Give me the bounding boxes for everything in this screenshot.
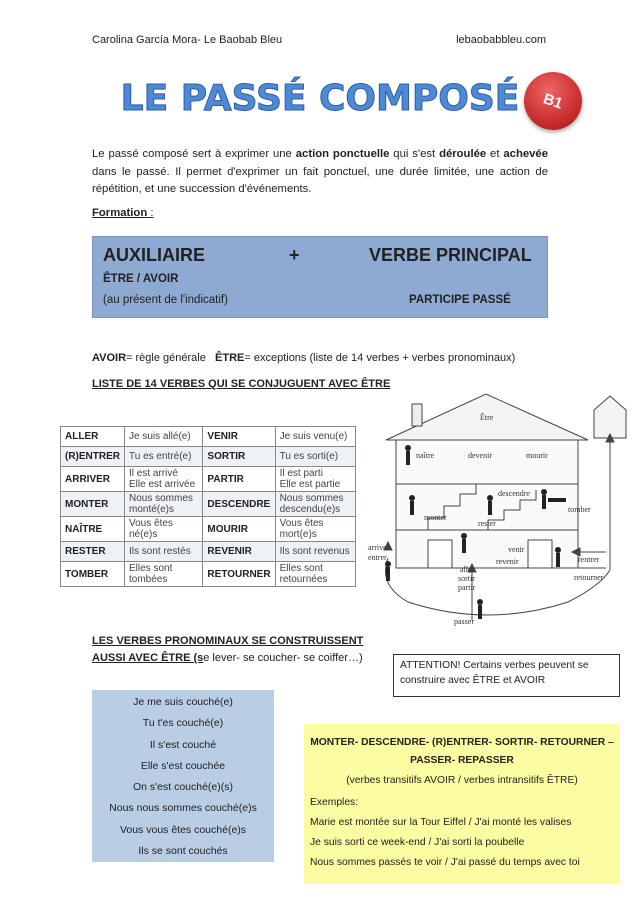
verb-conjugation: Nous sommes descendu(e)s [275,492,355,517]
rule-etre-text: = exceptions (liste de 14 verbes + verbes pronominaux) [244,352,516,364]
header-author: Carolina García Mora- Le Baobab Bleu [92,34,283,46]
verb-conjugation: Tu es sorti(e) [275,447,355,467]
verb-infinitive: NAÎTRE [61,517,125,542]
verb-infinitive: RESTER [61,542,125,562]
verb-infinitive: REVENIR [203,542,275,562]
transitive-verbs-line2: PASSER- REPASSER [410,755,514,766]
pronominaux-line1: LES VERBES PRONOMINAUX SE CONSTRUISSENT [92,635,364,647]
verb-infinitive: MOURIR [203,517,275,542]
house-label-revenir: revenir [496,557,519,566]
example-2: Je suis sorti ce week-end / J'ai sorti la poubelle [310,837,525,848]
rule-avoir: AVOIR [92,352,127,364]
transitive-verbs-line1: MONTER- DESCENDRE- (R)ENTRER- SORTIR- RETOURNER – [310,737,614,748]
formula-box [92,236,548,318]
header-site: lebaobabbleu.com [456,34,546,46]
house-label-rentrer: rentrer [578,555,600,564]
conjugation-line: On s'est couché(e)(s) [132,781,234,794]
verb-infinitive: VENIR [203,427,275,447]
verb-row [61,542,356,562]
house-label-venir: venir [508,545,525,554]
transitive-note: (verbes transitifs AVOIR / verbes intransitifs ÊTRE) [346,775,578,786]
transitive-verbs-box [304,724,620,884]
conjugation-line: Tu t'es couché(e) [142,717,224,730]
conjugation-line: Il s'est couché [149,738,217,751]
formation-label: Formation [92,207,148,219]
house-label-entrer: entrer [368,553,387,562]
intro-bold-2: déroulée [439,148,487,160]
house-label-devenir: devenir [468,451,492,460]
house-label-descendre: descendre [498,489,530,498]
verbs-list-heading: LISTE DE 14 VERBES QUI SE CONJUGUENT AVEC ÊTRE [92,378,391,390]
house-label-passer: passer [454,617,474,626]
house-label-sortir: sortir [458,574,475,583]
page-title [120,66,520,126]
verb-row [61,492,356,517]
house-label-naitre: naître [416,451,435,460]
pronominaux-line2-rest: e lever- se coucher- se coiffer…) [203,652,363,664]
verb-infinitive: RETOURNER [203,562,275,587]
verb-infinitive: DESCENDRE [203,492,275,517]
verb-conjugation: Tu es entré(e) [125,447,203,467]
verb-conjugation: Nous sommes monté(e)s [125,492,203,517]
verb-row [61,562,356,587]
verb-conjugation: Ils sont restés [125,542,203,562]
formation-colon: : [147,207,154,219]
conjugation-line: Nous nous sommes couché(e)s [109,802,257,815]
verb-conjugation: Il est parti Elle est partie [275,467,355,492]
verb-conjugation: Elles sont retournées [275,562,355,587]
verb-conjugation: Vous êtes né(e)s [125,517,203,542]
level-badge: B1 [516,64,589,137]
rule-line [92,352,515,364]
formula-participe: PARTICIPE PASSÉ [409,294,511,306]
house-label-aller: aller [460,565,475,574]
verb-row [61,427,356,447]
verb-conjugation: Je suis allé(e) [125,427,203,447]
house-label-partir: partir [458,583,476,592]
verb-conjugation: Elles sont tombées [125,562,203,587]
intro-text-4: dans le passé. Il permet d'exprimer un fait ponctuel, une durée limitée, une action de répétition, et une succession d'événements. [92,165,548,195]
pronominaux-line2: AUSSI AVEC ÊTRE (s [92,652,204,664]
attention-box: ATTENTION! Certains verbes peuvent se construire avec ÊTRE et AVOIR [393,654,620,697]
house-label-retourner: retourner [574,573,604,582]
verb-conjugation: Je suis venu(e) [275,427,355,447]
house-label-arriver: arriver [368,543,390,552]
verb-row [61,517,356,542]
verb-infinitive: TOMBER [61,562,125,587]
intro-text-3: et [486,148,504,160]
verb-conjugation: Vous êtes mort(e)s [275,517,355,542]
formation-heading [92,207,154,219]
formula-present: (au présent de l'indicatif) [103,294,228,306]
pronominaux-heading [92,633,363,667]
house-label-monter: monter [424,513,447,522]
intro-text-1: Le passé composé sert à exprimer une [92,148,296,160]
etre-verbs-table [60,426,356,587]
examples-label: Exemples: [310,797,359,808]
maison-etre-diagram [368,380,630,628]
intro-bold-3: achevée [503,148,548,160]
house-label-tomber: tomber [568,505,591,514]
intro-bold-1: action ponctuelle [295,148,390,160]
rule-avoir-text: = règle générale [126,352,216,364]
verb-infinitive: ARRIVER [61,467,125,492]
conjugation-line: Vous vous êtes couché(e)s [119,823,247,836]
verb-infinitive: SORTIR [203,447,275,467]
coucher-conjugation-box [92,690,274,862]
conjugation-line: Elle s'est couchée [140,759,226,772]
verb-infinitive: ALLER [61,427,125,447]
house-label-rester: rester [478,519,496,528]
example-3: Nous sommes passés te voir / J'ai passé du temps avec toi [310,857,580,868]
conjugation-line: Je me suis couché(e) [133,696,233,708]
rule-etre: ÊTRE [215,352,245,364]
formula-plus: + [289,245,300,265]
verb-infinitive: MONTER [61,492,125,517]
intro-text-2: qui s'est [389,148,440,160]
verb-infinitive: PARTIR [203,467,275,492]
conjugation-line: Ils se sont couchés [138,845,228,858]
page-title-text: LE PASSÉ COMPOSÉ [120,78,520,119]
house-label-mourir: mourir [526,451,548,460]
verb-row [61,467,356,492]
verb-conjugation: Il est arrivé Elle est arrivée [125,467,203,492]
formula-etre-avoir: ÊTRE / AVOIR [103,273,179,285]
intro-paragraph [92,146,548,199]
example-1: Marie est montée sur la Tour Eiffel / J'ai monté les valises [310,817,572,828]
formula-auxiliaire: AUXILIAIRE [103,245,206,265]
formula-verbe-principal: VERBE PRINCIPAL [369,245,532,265]
verb-conjugation: Ils sont revenus [275,542,355,562]
house-label-etre: Être [480,413,494,422]
verb-infinitive: (R)ENTRER [61,447,125,467]
verb-row [61,447,356,467]
